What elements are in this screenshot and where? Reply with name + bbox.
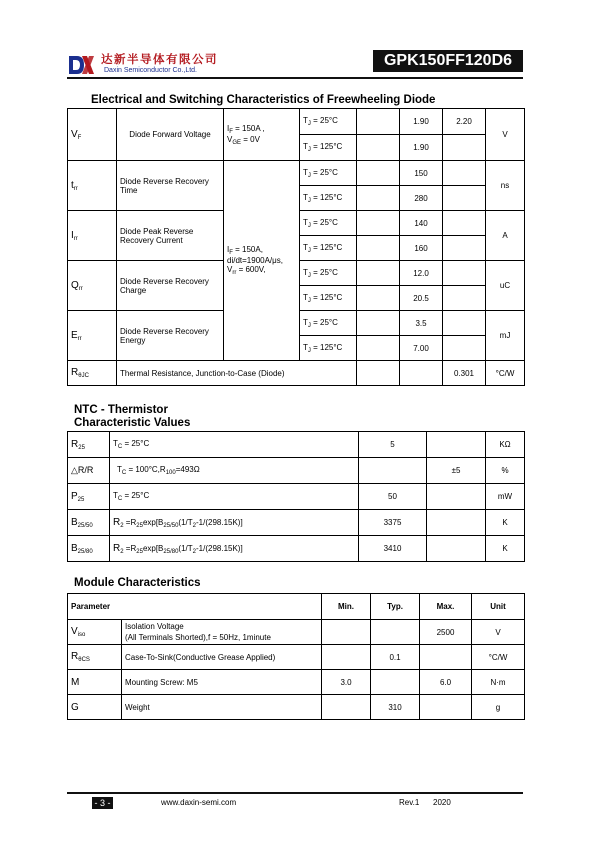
max-cell (443, 286, 486, 311)
header-rule (67, 77, 523, 79)
typ-cell: 150 (400, 161, 443, 186)
part-number: GPK150FF120D6 (373, 50, 523, 72)
typ-cell: 1.90 (400, 109, 443, 135)
ntc-symbol: $P_{25}$ (68, 484, 110, 510)
ntc-symbol: $B_{25/50}$ (68, 510, 110, 536)
min-cell (357, 336, 400, 361)
typ-cell (371, 620, 420, 645)
diode-table (67, 108, 525, 386)
temp-cell: $T_J = 125^\circ C$ (300, 186, 357, 211)
unit-cell: V (472, 620, 525, 645)
typ-cell: 310 (371, 695, 420, 720)
unit-cell: °C/W (472, 645, 525, 670)
temp-cell: $T_J = 125^\circ C$ (300, 286, 357, 311)
max-cell (443, 186, 486, 211)
unit-cell: mJ (486, 311, 525, 361)
desc-rth: Thermal Resistance, Junction-to-Case (Diode) (117, 361, 357, 386)
max-cell (443, 336, 486, 361)
min-cell (357, 186, 400, 211)
temp-cell: $T_J = 125^\circ C$ (300, 135, 357, 161)
typ-cell: 50 (359, 484, 427, 510)
max-cell (427, 484, 486, 510)
footer-revision: Rev.1 (399, 798, 420, 807)
table-row (68, 109, 525, 135)
symbol-trr: $t_{rr}$ (68, 161, 117, 211)
desc-qrr: Diode Reverse Recovery Charge (117, 261, 224, 311)
module-desc: Case-To-Sink(Conductive Grease Applied) (122, 645, 322, 670)
unit-cell: V (486, 109, 525, 161)
typ-cell: 160 (400, 236, 443, 261)
min-cell (357, 109, 400, 135)
min-cell (357, 135, 400, 161)
typ-cell: 3410 (359, 536, 427, 562)
typ-cell: 3375 (359, 510, 427, 536)
temp-cell: $T_J = 25^\circ C$ (300, 211, 357, 236)
max-cell (427, 510, 486, 536)
table-row (68, 695, 525, 720)
max-cell (443, 236, 486, 261)
typ-cell: 3.5 (400, 311, 443, 336)
table-header-row (68, 594, 525, 620)
module-section-title: Module Characteristics (74, 577, 201, 589)
module-symbol: $V_{iso}$ (68, 620, 122, 645)
desc-irr: Diode Peak Reverse Recovery Current (117, 211, 224, 261)
table-row (68, 645, 525, 670)
typ-cell: 140 (400, 211, 443, 236)
daxin-logo-icon (67, 54, 95, 76)
unit-cell: N·m (472, 670, 525, 695)
min-cell (357, 211, 400, 236)
typ-cell: 20.5 (400, 286, 443, 311)
unit-cell: K (486, 510, 525, 536)
max-cell (443, 261, 486, 286)
symbol-rth: $R_{\theta JC}$ (68, 361, 117, 386)
module-table (67, 593, 525, 720)
desc-trr: Diode Reverse Recovery Time (117, 161, 224, 211)
unit-cell: A (486, 211, 525, 261)
max-cell: 2500 (420, 620, 472, 645)
typ-cell: 7.00 (400, 336, 443, 361)
temp-cell: $T_J = 125^\circ C$ (300, 336, 357, 361)
max-cell: 0.301 (443, 361, 486, 386)
ntc-condition: $T_C = 25^\circ C$ (110, 432, 359, 458)
typ-cell: 1.90 (400, 135, 443, 161)
typ-cell: 0.1 (371, 645, 420, 670)
max-cell (443, 311, 486, 336)
table-row (68, 670, 525, 695)
table-row (68, 484, 525, 510)
table-row (68, 161, 525, 186)
typ-cell: 280 (400, 186, 443, 211)
ntc-condition: $T_C = 25^\circ C$ (110, 484, 359, 510)
temp-cell: $T_J = 125^\circ C$ (300, 236, 357, 261)
table-row (68, 510, 525, 536)
unit-cell: ns (486, 161, 525, 211)
min-cell (357, 311, 400, 336)
temp-cell: $T_J = 25^\circ C$ (300, 311, 357, 336)
ntc-table (67, 431, 525, 562)
min-cell (357, 361, 400, 386)
unit-cell: KΩ (486, 432, 525, 458)
table-row (68, 458, 525, 484)
ntc-symbol: $B_{25/80}$ (68, 536, 110, 562)
max-cell (427, 536, 486, 562)
symbol-err: $E_{rr}$ (68, 311, 117, 361)
unit-cell: mW (486, 484, 525, 510)
unit-cell: g (472, 695, 525, 720)
typ-cell: 12.0 (400, 261, 443, 286)
header-typ: Typ. (371, 594, 420, 620)
min-cell: 3.0 (322, 670, 371, 695)
brand-name-chinese: 达新半导体有限公司 (101, 52, 218, 66)
max-cell: ±5 (427, 458, 486, 484)
temp-cell: $T_J = 25^\circ C$ (300, 261, 357, 286)
header-min: Min. (322, 594, 371, 620)
footer-rule (67, 792, 523, 794)
max-cell (443, 211, 486, 236)
cond-vf: $I_F = 150A$ , $V_{GE} = 0V$ (224, 109, 300, 161)
page-number: - 3 - (92, 797, 113, 809)
ntc-condition: $T_C = 100^\circ C,R_{100}=493\Omega$ (110, 458, 359, 484)
footer-url: www.daxin-semi.com (161, 798, 237, 807)
max-cell (443, 135, 486, 161)
min-cell (357, 286, 400, 311)
ntc-condition: $R_2 =R_{25}\exp[B_{25/50}(1/T_2-1/(298.15K)]$ (110, 510, 359, 536)
min-cell (322, 645, 371, 670)
max-cell: 6.0 (420, 670, 472, 695)
temp-cell: $T_J = 25^\circ C$ (300, 109, 357, 135)
shared-conditions: $I_F = 150A$, di/dt=1900A/μs, $V_{rr} = 600V$, (224, 161, 300, 361)
table-row (68, 536, 525, 562)
symbol-qrr: $Q_{rr}$ (68, 261, 117, 311)
module-desc: Mounting Screw: M5 (122, 670, 322, 695)
max-cell (420, 695, 472, 720)
unit-cell: % (486, 458, 525, 484)
table-row (68, 620, 525, 645)
symbol-irr: $I_{rr}$ (68, 211, 117, 261)
min-cell (357, 236, 400, 261)
min-cell (357, 161, 400, 186)
max-cell (420, 645, 472, 670)
typ-cell: 5 (359, 432, 427, 458)
table-row (68, 432, 525, 458)
ntc-condition: $R_2 =R_{25}\exp[B_{25/80}(1/T_2-1/(298.15K)]$ (110, 536, 359, 562)
symbol-vf: $V_F$ (68, 109, 117, 161)
module-symbol: $R_{\theta CS}$ (68, 645, 122, 670)
ntc-symbol: △R/R (68, 458, 110, 484)
ntc-section-title: NTC - Thermistor Characteristic Values (74, 404, 191, 429)
temp-cell: $T_J = 25^\circ C$ (300, 161, 357, 186)
min-cell (322, 620, 371, 645)
unit-cell: uC (486, 261, 525, 311)
module-desc: Isolation Voltage (All Terminals Shorted),f = 50Hz, 1minute (122, 620, 322, 645)
desc-err: Diode Reverse Recovery Energy (117, 311, 224, 361)
unit-cell: K (486, 536, 525, 562)
table-row (68, 361, 525, 386)
max-cell (427, 432, 486, 458)
header-unit: Unit (472, 594, 525, 620)
module-desc: Weight (122, 695, 322, 720)
typ-cell (400, 361, 443, 386)
header-max: Max. (420, 594, 472, 620)
ntc-symbol: $R_{25}$ (68, 432, 110, 458)
typ-cell (371, 670, 420, 695)
max-cell: 2.20 (443, 109, 486, 135)
header-parameter: Parameter (68, 594, 322, 620)
footer-year: 2020 (433, 798, 451, 807)
min-cell (322, 695, 371, 720)
min-cell (357, 261, 400, 286)
diode-section-title: Electrical and Switching Characteristics of Freewheeling Diode (91, 94, 436, 106)
module-symbol: G (68, 695, 122, 720)
desc-vf: Diode Forward Voltage (117, 109, 224, 161)
module-symbol: M (68, 670, 122, 695)
max-cell (443, 161, 486, 186)
brand-name-english: Daxin Semiconductor Co.,Ltd. (104, 67, 197, 74)
typ-cell (359, 458, 427, 484)
unit-cell: °C/W (486, 361, 525, 386)
